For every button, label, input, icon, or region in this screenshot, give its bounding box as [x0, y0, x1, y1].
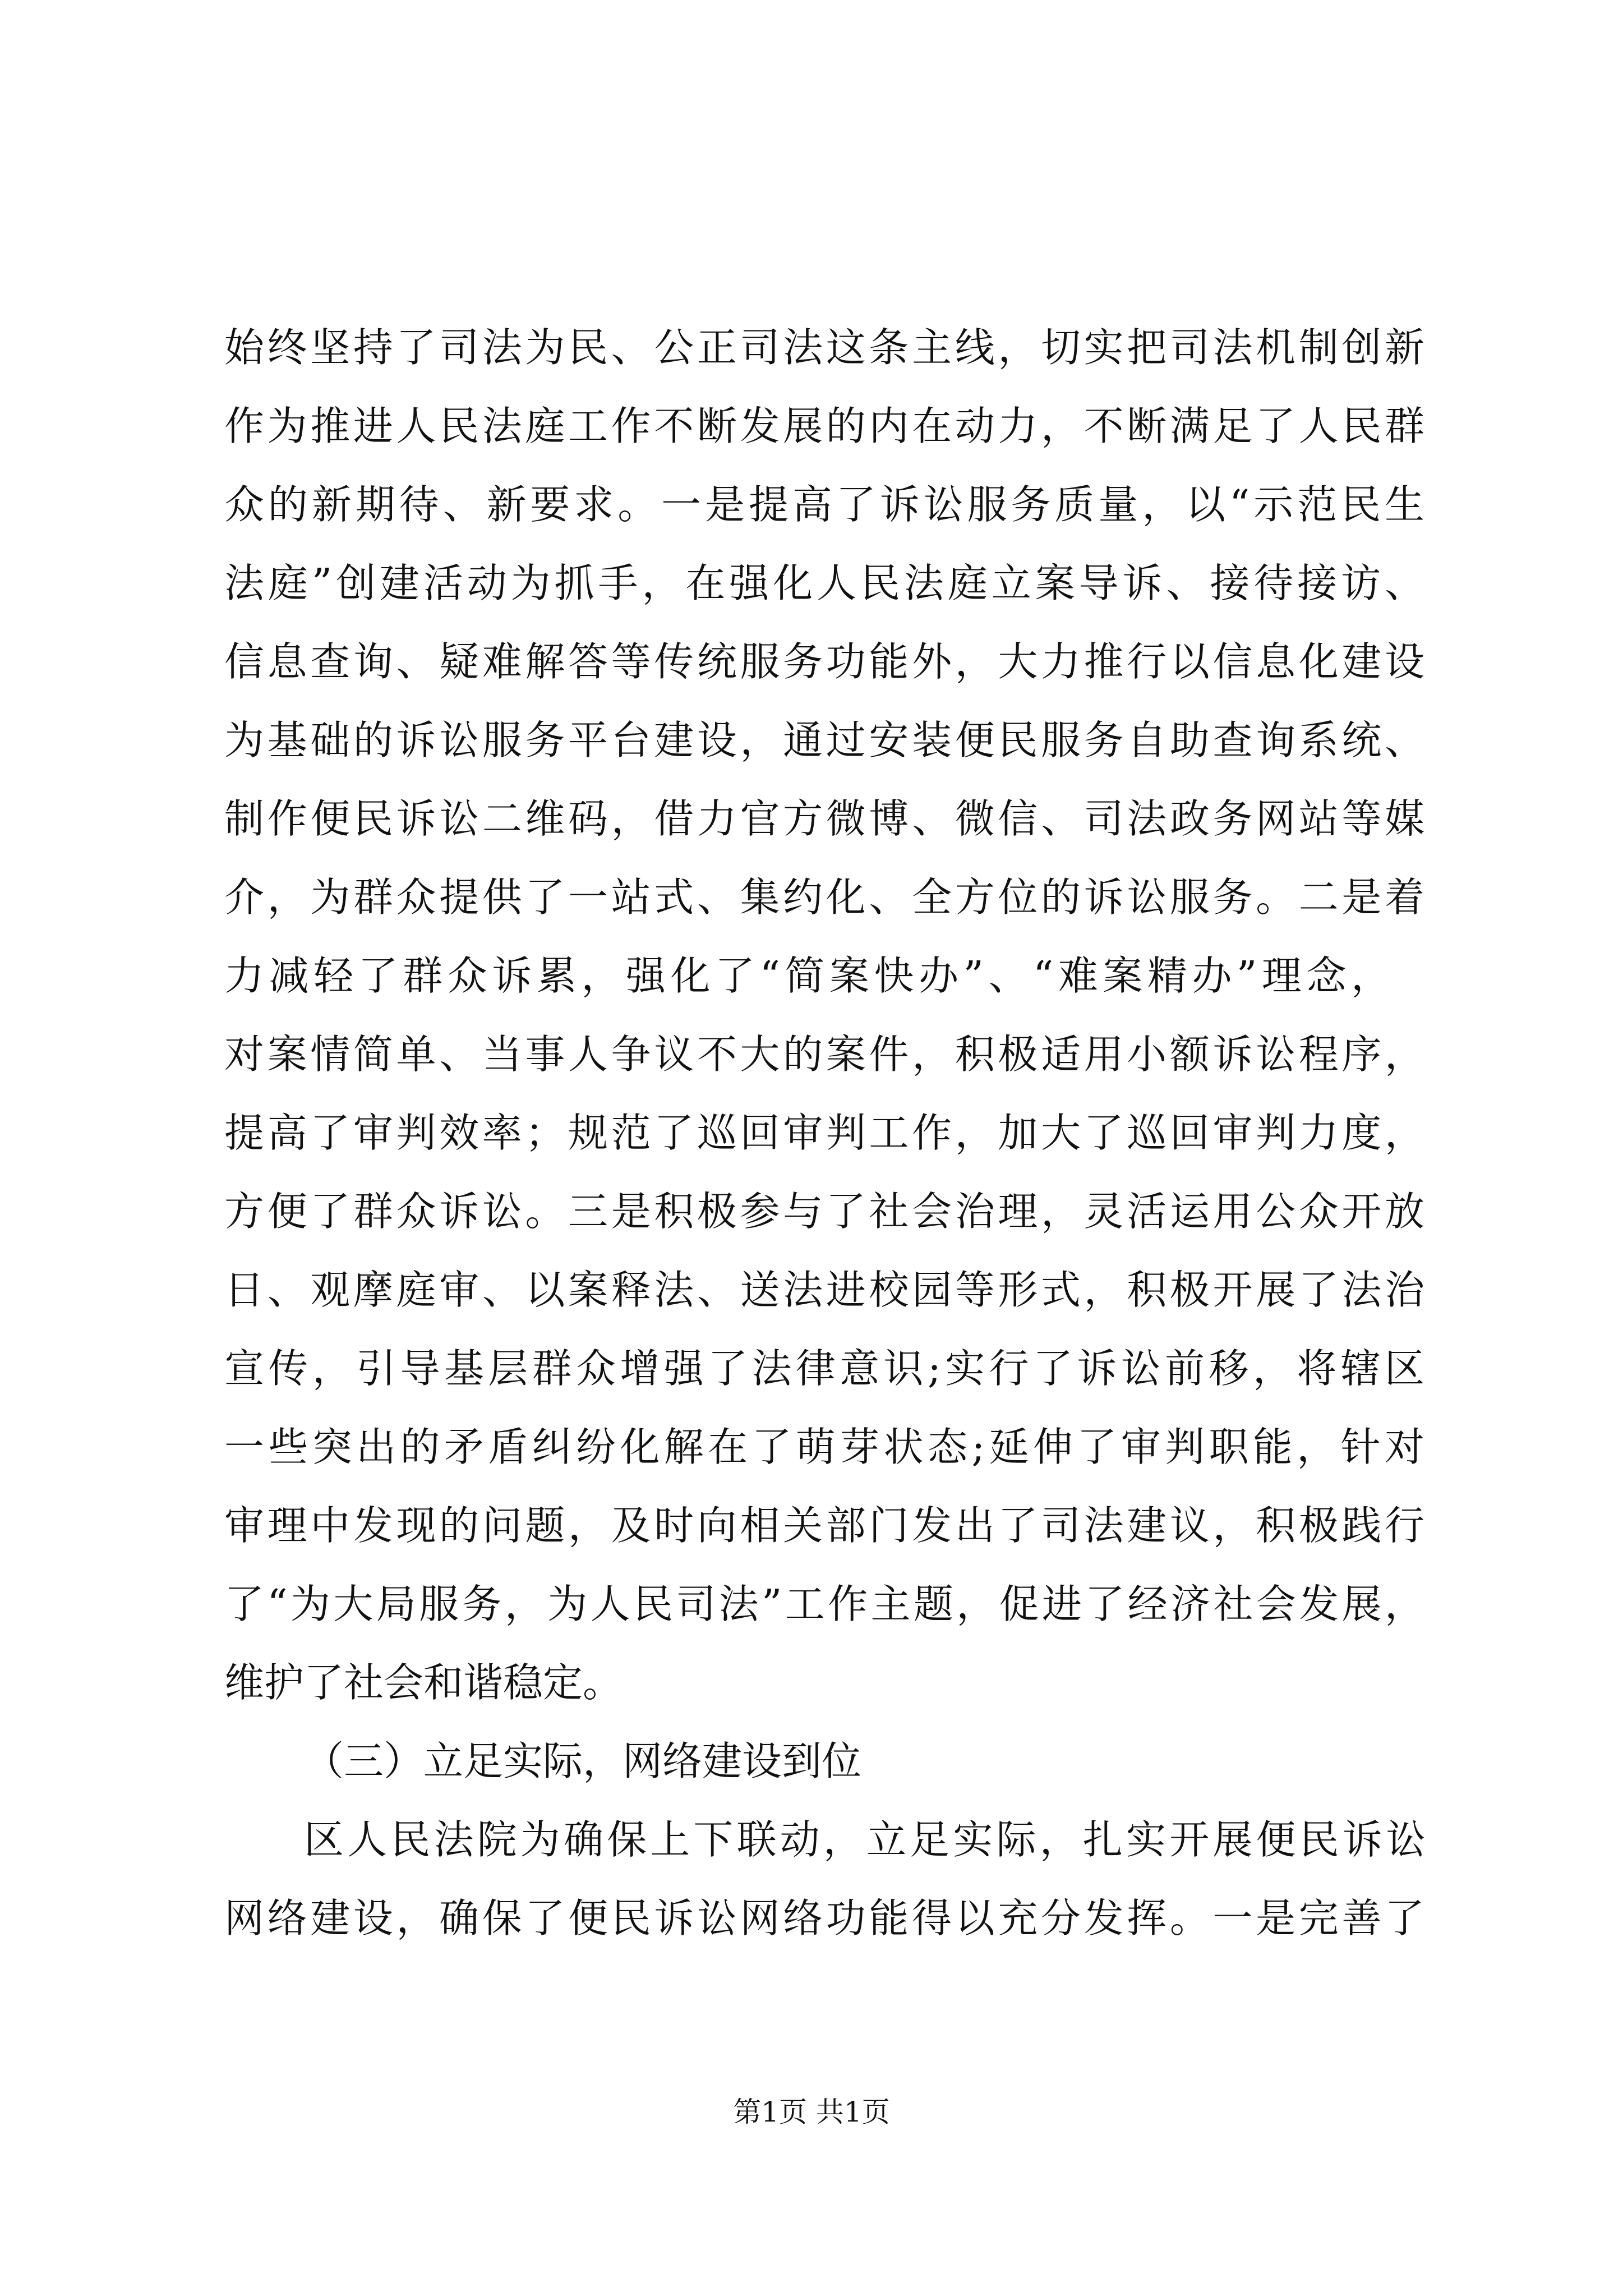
text-line: 介，为群众提供了一站式、集约化、全方位的诉讼服务。二是着: [224, 874, 1424, 921]
text-line: 一些突出的矛盾纠纷化解在了萌芽状态;延伸了审判职能，针对: [224, 1424, 1424, 1470]
text-line: 方便了群众诉讼。三是积极参与了社会治理，灵活运用公众开放: [224, 1188, 1424, 1235]
text-line: 维护了社会和谐稳定。: [224, 1659, 623, 1706]
text-line: 审理中发现的问题，及时向相关部门发出了司法建议，积极践行: [224, 1502, 1424, 1549]
text-line: 对案情简单、当事人争议不大的案件，积极适用小额诉讼程序，: [224, 1031, 1424, 1078]
text-line: 区人民法院为确保上下联动，立足实际，扎实开展便民诉讼: [304, 1816, 1426, 1863]
text-line: 法庭”创建活动为抓手，在强化人民法庭立案导诉、接待接访、: [224, 560, 1424, 606]
text-line: 为基础的诉讼服务平台建设，通过安装便民服务自助查询系统、: [224, 717, 1424, 763]
page-footer: 第1页 共1页: [733, 2096, 890, 2128]
text-line: 了“为大局服务，为人民司法”工作主题，促进了经济社会发展，: [224, 1581, 1424, 1627]
text-line: 始终坚持了司法为民、公正司法这条主线，切实把司法机制创新: [224, 324, 1424, 371]
text-line: 力减轻了群众诉累，强化了“简案快办”、“难案精办”理念，: [224, 953, 1391, 999]
section-heading: （三）立足实际，网络建设到位: [304, 1738, 862, 1784]
text-line: 信息查询、疑难解答等传统服务功能外，大力推行以信息化建设: [224, 638, 1424, 685]
text-line: 宣传，引导基层群众增强了法律意识;实行了诉讼前移，将辖区: [224, 1345, 1424, 1392]
text-line: 制作便民诉讼二维码，借力官方微博、微信、司法政务网站等媒: [224, 795, 1424, 842]
text-line: 作为推进人民法庭工作不断发展的内在动力，不断满足了人民群: [224, 403, 1424, 449]
text-line: 日、观摩庭审、以案释法、送法进校园等形式，积极开展了法治: [224, 1267, 1424, 1313]
text-line: 网络建设，确保了便民诉讼网络功能得以充分发挥。一是完善了: [224, 1895, 1424, 1941]
text-line: 提高了审判效率；规范了巡回审判工作，加大了巡回审判力度，: [224, 1110, 1424, 1156]
text-line: 众的新期待、新要求。一是提高了诉讼服务质量，以“示范民生: [224, 481, 1424, 528]
